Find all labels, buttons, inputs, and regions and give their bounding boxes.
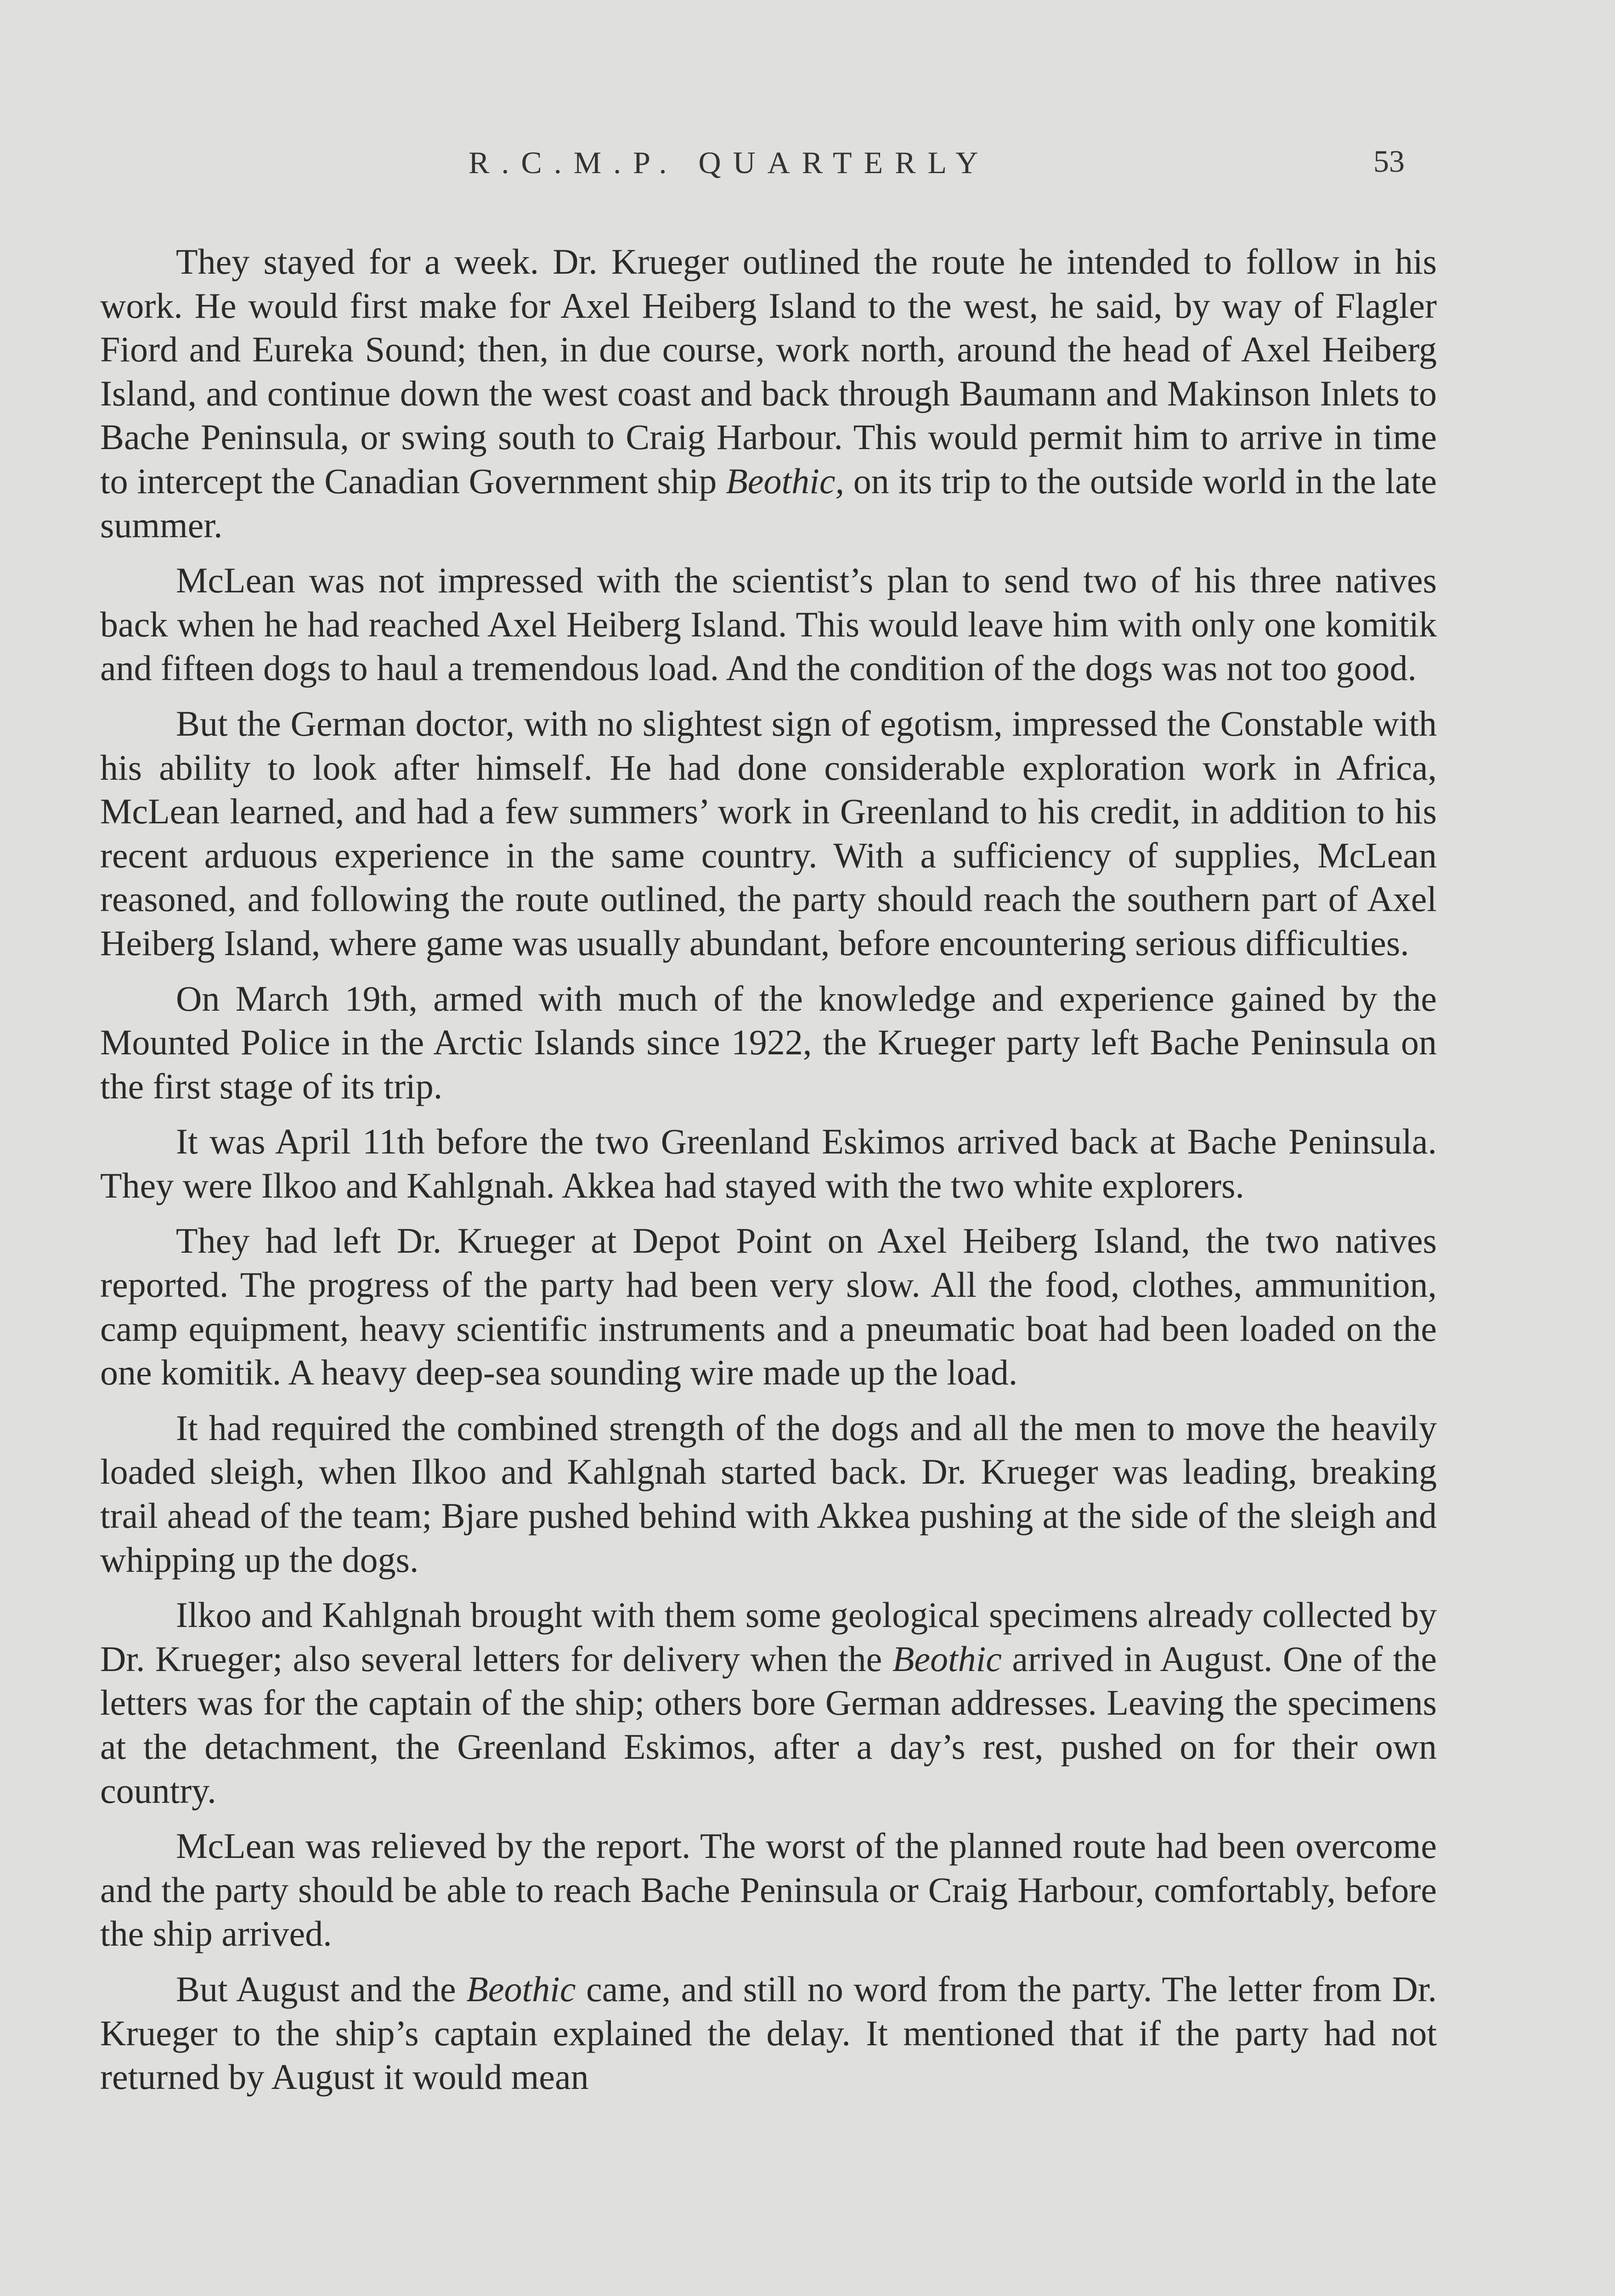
paragraph-text: But August and the	[176, 1969, 467, 2009]
paragraph	[100, 1219, 1437, 1394]
paragraph-text: Ilkoo and Kahlgnah brought with them some geological specimens already collected by Dr. Krueger; also several letters for delivery when the	[100, 1595, 1437, 1679]
paragraph-text: came, and still no word from the party. The letter from Dr. Krueger to the ship’s captain explained the delay. It mentioned that if the party had not returned by August it would mean	[100, 1969, 1437, 2097]
paragraph-text: It had required the combined strength of the dogs and all the men to move the heavily loaded sleigh, when Ilkoo and Kahlgnah started back. Dr. Krueger was leading, breaking trail ahead of the team; Bjare pushed behind with Akkea pushing at the side of the sleigh and whipping up the dogs.	[100, 1407, 1437, 1580]
paragraph-text: McLean was relieved by the report. The worst of the planned route had been overcome and the party should be able to reach Bache Peninsula or Craig Harbour, comfortably, before the ship arrived.	[100, 1826, 1437, 1954]
paragraph-text: They stayed for a week. Dr. Krueger outlined the route he intended to follow in his work. He would first make for Axel Heiberg Island to the west, he said, by way of Flagler Fiord and Eureka Sound; then, in due course, work north, around the head of Axel Heiberg Island, and continue down the west coast and back through Baumann and Makinson Inlets to Bache Peninsula, or swing south to Craig Harbour. This would permit him to arrive in time to intercept the Canadian Government ship	[100, 242, 1437, 501]
ship-name: Beothic,	[726, 461, 844, 501]
paragraph	[100, 1593, 1437, 1812]
paragraph-text: They had left Dr. Krueger at Depot Point on Axel Heiberg Island, the two natives reported. The progress of the party had been very slow. All the food, clothes, ammunition, camp equipment, heavy scientific instruments and a pneumatic boat had been loaded on the one komitik. A heavy deep-sea sounding wire made up the load.	[100, 1221, 1437, 1393]
running-header: R.C.M.P. QUARTERLY	[469, 145, 990, 180]
ship-name: Beothic	[466, 1969, 576, 2009]
paragraph	[100, 558, 1437, 690]
paragraph-text: But the German doctor, with no slightest sign of egotism, impressed the Constable with his ability to look after himself. He had done considerable exploration work in Africa, McLean learned, and had a few summers’ work in Greenland to his credit, in addition to his recent arduous experience in the same country. With a sufficiency of supplies, McLean reasoned, and following the route outlined, the party should reach the southern part of Axel Heiberg Island, where game was usually abundant, before encountering serious difficulties.	[100, 703, 1437, 963]
page-number: 53	[1373, 144, 1405, 179]
body-text	[100, 240, 1437, 2110]
paragraph-text: It was April 11th before the two Greenland Eskimos arrived back at Bache Peninsula. They were Ilkoo and Kahlgnah. Akkea had stayed with the two white explorers.	[100, 1121, 1437, 1205]
paragraph	[100, 1824, 1437, 1956]
ship-name: Beothic	[892, 1638, 1002, 1679]
paragraph-text: on its trip to the outside world in the late summer.	[100, 461, 1437, 545]
paragraph	[100, 977, 1437, 1109]
paragraph-text: On March 19th, armed with much of the knowledge and experience gained by the Mounted Police in the Arctic Islands since 1922, the Krueger party left Bache Peninsula on the first stage of its trip.	[100, 978, 1437, 1106]
paragraph-text: McLean was not impressed with the scientist’s plan to send two of his three natives back when he had reached Axel Heiberg Island. This would leave him with only one komitik and fifteen dogs to haul a tremendous load. And the condition of the dogs was not too good.	[100, 560, 1437, 688]
paragraph	[100, 1120, 1437, 1207]
paragraph	[100, 240, 1437, 547]
paragraph	[100, 1406, 1437, 1581]
paragraph	[100, 1967, 1437, 2099]
paragraph-text: arrived in August. One of the letters was for the captain of the ship; others bore German addresses. Leaving the specimens at the detachment, the Greenland Eskimos, after a day’s rest, pushed on for their own country.	[100, 1638, 1437, 1811]
paragraph	[100, 702, 1437, 965]
